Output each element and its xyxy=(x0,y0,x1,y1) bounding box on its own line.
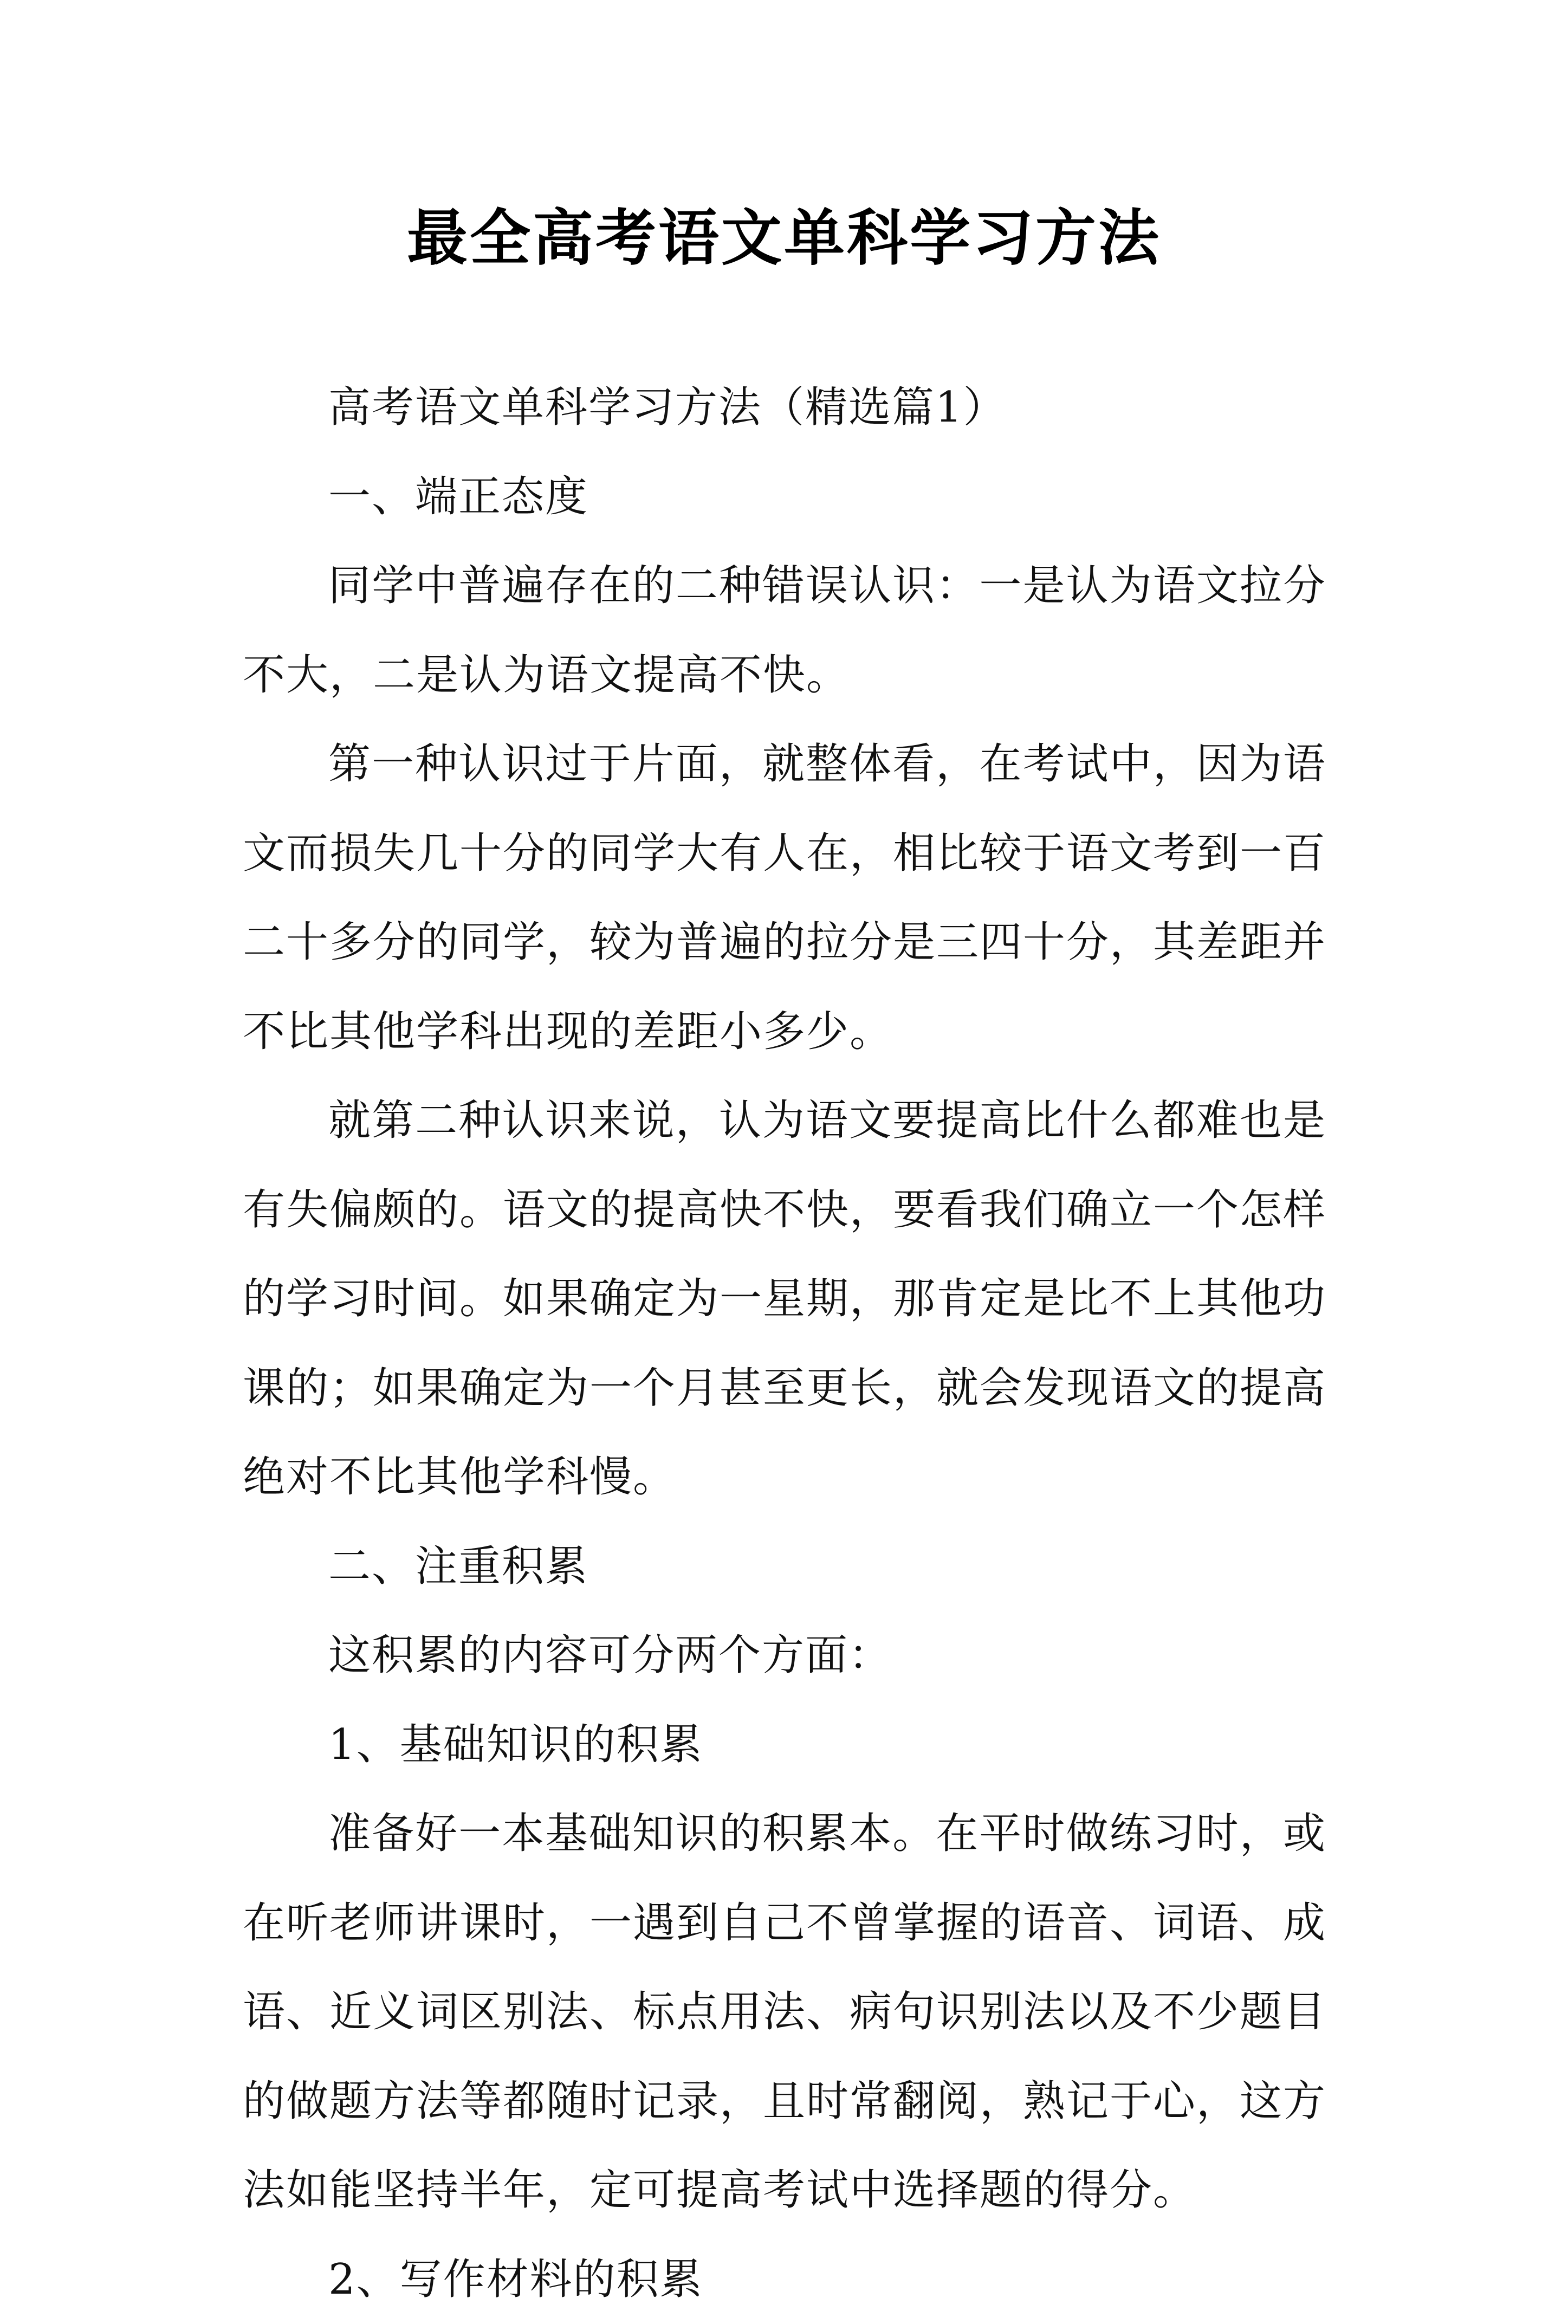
paragraph-first-misconception: 第一种认识过于片面，就整体看，在考试中，因为语文而损失几十分的同学大有人在，相比较于语文考到一百二十多分的同学，较为普遍的拉分是三四十分，其差距并不比其他学科出现的差距小多少。 xyxy=(243,720,1326,1076)
subheading-basic-knowledge: 1、基础知识的积累 xyxy=(243,1700,1326,1790)
section-heading-selected-1: 高考语文单科学习方法（精选篇1） xyxy=(243,363,1326,452)
subheading-writing-material: 2、写作材料的积累 xyxy=(243,2235,1326,2324)
heading-accumulation: 二、注重积累 xyxy=(243,1522,1326,1611)
paragraph-accumulation-intro: 这积累的内容可分两个方面： xyxy=(243,1611,1326,1700)
document-title: 最全高考语文单科学习方法 xyxy=(0,195,1568,282)
heading-correct-attitude: 一、端正态度 xyxy=(243,452,1326,542)
paragraph-basic-knowledge: 准备好一本基础知识的积累本。在平时做练习时，或在听老师讲课时，一遇到自己不曾掌握的语音、词语、成语、近义词区别法、标点用法、病句识别法以及不少题目的做题方法等都随时记录，且时常翻阅，熟记于心，这方法如能坚持半年，定可提高考试中选择题的得分。 xyxy=(243,1789,1326,2235)
paragraph-second-misconception: 就第二种认识来说，认为语文要提高比什么都难也是有失偏颇的。语文的提高快不快，要看我们确立一个怎样的学习时间。如果确定为一星期，那肯定是比不上其他功课的；如果确定为一个月甚至更长，就会发现语文的提高绝对不比其他学科慢。 xyxy=(243,1076,1326,1522)
document-body xyxy=(243,363,1326,2324)
paragraph-misconceptions: 同学中普遍存在的二种错误认识：一是认为语文拉分不大，二是认为语文提高不快。 xyxy=(243,541,1326,720)
